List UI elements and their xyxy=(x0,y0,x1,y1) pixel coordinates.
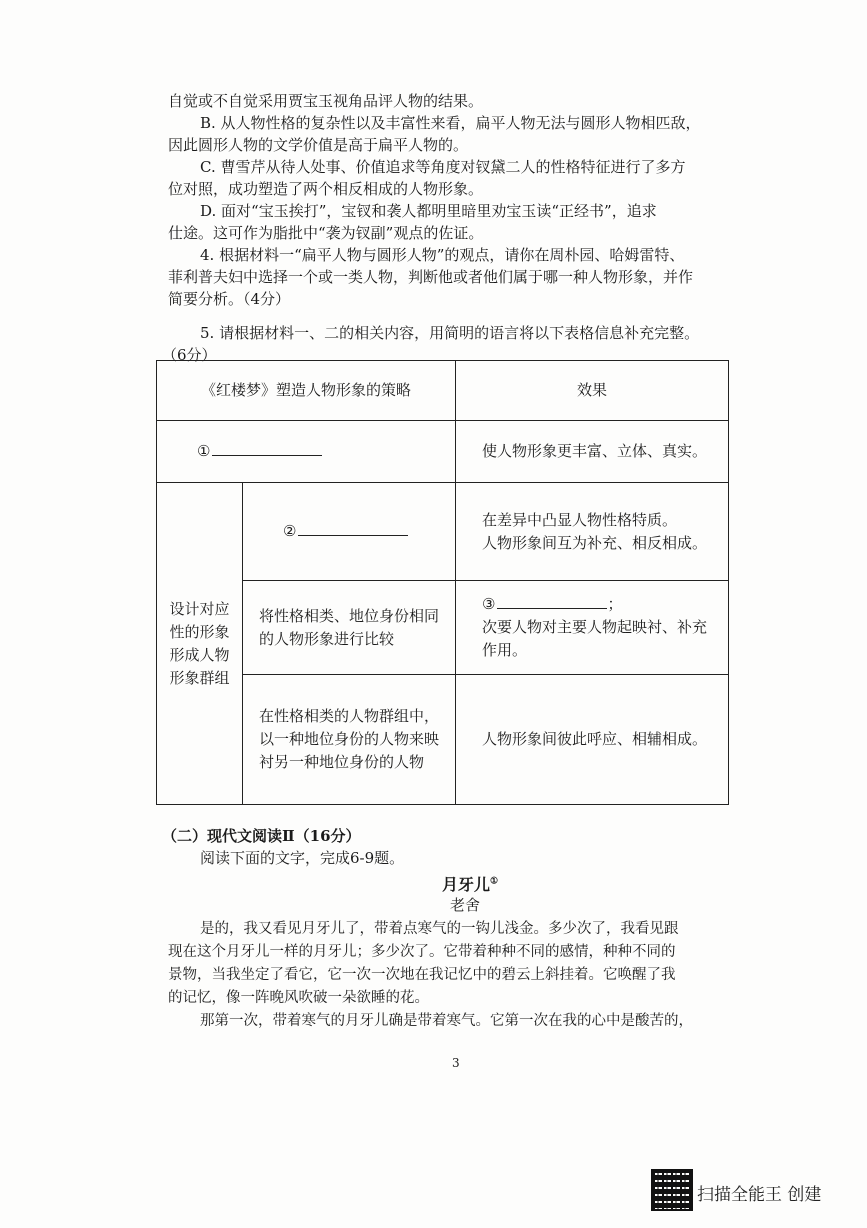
article-title xyxy=(442,872,498,895)
table-cell xyxy=(456,483,729,581)
title-footnote-marker: ① xyxy=(490,876,499,887)
table-cell: 在性格相类的人物群组中，以一种地位身份的人物来映衬另一种地位身份的人物 xyxy=(243,675,456,805)
blank-marker-2: ② xyxy=(283,522,297,540)
text-line: 自觉或不自觉采用贾宝玉视角品评人物的结果。 xyxy=(168,92,484,110)
text-line: 菲利普夫妇中选择一个或一类人物，判断他或者他们属于哪一种人物形象，并作 xyxy=(168,268,694,286)
table-cell-blank-1 xyxy=(157,421,456,483)
fill-blank-2[interactable] xyxy=(298,521,408,536)
table-cell: 将性格相类、地位身份相同的人物形象进行比较 xyxy=(243,581,456,675)
effect-text: 次要人物对主要人物起映衬、补充作用。 xyxy=(482,618,708,659)
page-number: 3 xyxy=(452,1056,460,1070)
article-author: 老舍 xyxy=(450,896,481,914)
fill-blank-3[interactable] xyxy=(497,594,607,609)
table-header-effect: 效果 xyxy=(456,361,729,421)
instruction: 阅读下面的文字，完成6-9题。 xyxy=(200,849,405,867)
option-c: C. 曹雪芹从待人处事、价值追求等角度对钗黛二人的性格特征进行了多方 xyxy=(200,158,686,176)
blank-marker-1: ① xyxy=(197,442,211,460)
paragraph-line: 是的，我又看见月牙儿了，带着点寒气的一钩儿浅金。多少次了，我看见跟 xyxy=(200,921,679,937)
paragraph-line: 现在这个月牙儿一样的月牙儿；多少次了。它带着种种不同的感情，种种不同的 xyxy=(168,944,676,960)
table-cell-blank-3 xyxy=(456,581,729,675)
option-d: D. 面对“宝玉挨打”，宝钗和袭人都明里暗里劝宝玉读“正经书”，追求 xyxy=(200,202,657,220)
question-5: 5. 请根据材料一、二的相关内容，用简明的语言将以下表格信息补充完整。 xyxy=(200,324,700,342)
article-title-text: 月牙儿 xyxy=(442,875,491,894)
table-cell-blank-2 xyxy=(243,483,456,581)
effect-text: 在差异中凸显人物性格特质。 xyxy=(482,510,678,529)
effect-text: 人物形象间互为补充、相反相成。 xyxy=(482,533,708,552)
table-group-label xyxy=(157,483,243,805)
paragraph-line: 景物，当我坐定了看它，它一次一次地在我记忆中的碧云上斜挂着。它唤醒了我 xyxy=(168,967,676,983)
question-4: 4. 根据材料一“扁平人物与圆形人物”的观点，请你在周朴园、哈姆雷特、 xyxy=(200,246,685,264)
section-heading: （二）现代文阅读Ⅱ（16分） xyxy=(162,827,361,845)
separator: ； xyxy=(607,595,623,613)
text-line: 因此圆形人物的文学价值是高于扁平人物的。 xyxy=(168,136,469,154)
qr-code-icon xyxy=(651,1169,693,1211)
table-cell: 使人物形象更丰富、立体、真实。 xyxy=(456,421,729,483)
text-line: 简要分析。（4分） xyxy=(168,290,291,308)
table-cell: 人物形象间彼此呼应、相辅相成。 xyxy=(456,675,729,805)
blank-marker-3: ③ xyxy=(482,595,496,613)
text-line: （6分） xyxy=(162,346,217,364)
scanner-watermark: 扫描全能王 创建 xyxy=(697,1185,822,1205)
table-header-strategy: 《红楼梦》塑造人物形象的策略 xyxy=(157,361,456,421)
group-label-text: 设计对应性的形象形成人物形象群组 xyxy=(169,599,230,687)
paragraph-line: 的记忆，像一阵晚风吹破一朵欲睡的花。 xyxy=(168,990,429,1006)
strategy-table xyxy=(156,360,729,805)
text-line: 仕途。这可作为脂批中“袭为钗副”观点的佐证。 xyxy=(168,224,484,242)
text-line: 位对照，成功塑造了两个相反相成的人物形象。 xyxy=(168,180,484,198)
option-b: B. 从人物性格的复杂性以及丰富性来看，扁平人物无法与圆形人物相匹敌， xyxy=(200,114,701,132)
fill-blank-1[interactable] xyxy=(212,441,322,456)
paragraph-line: 那第一次，带着寒气的月牙儿确是带着寒气。它第一次在我的心中是酸苦的， xyxy=(200,1013,693,1029)
